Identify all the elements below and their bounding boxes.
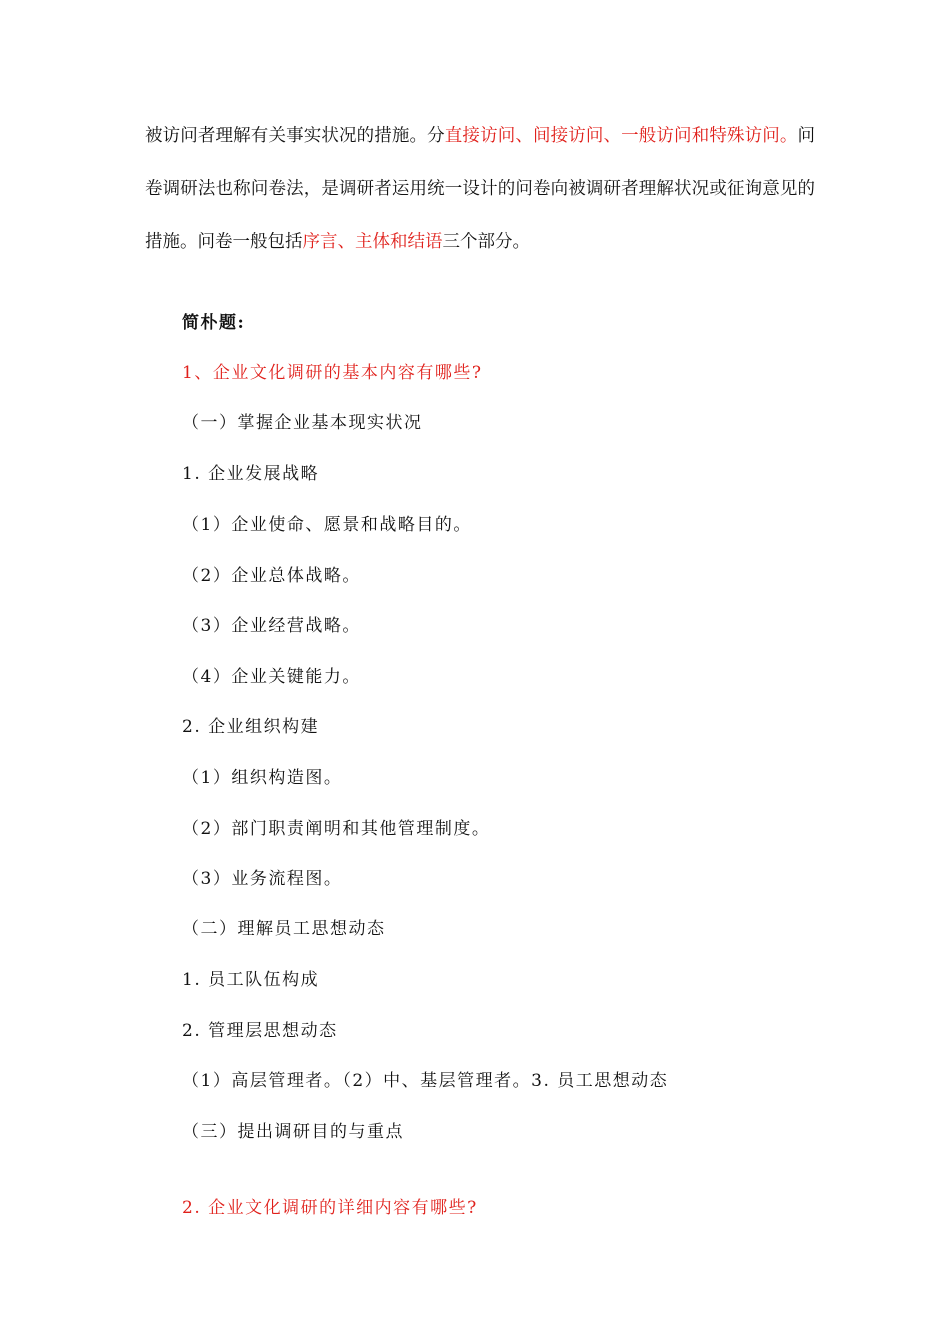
intro-paragraph bbox=[145, 110, 815, 269]
section-heading: 简朴题: bbox=[182, 313, 246, 333]
content-line: （一）掌握企业基本现实状况 bbox=[182, 413, 423, 433]
content-line: （1）企业使命、愿景和战略目的。 bbox=[182, 515, 472, 535]
content-line: 1. 企业发展战略 bbox=[182, 464, 320, 484]
content-line: 1. 员工队伍构成 bbox=[182, 970, 320, 990]
content-line: 2. 管理层思想动态 bbox=[182, 1021, 338, 1041]
paragraph-text-1: 被访问者理解有关事实状况的措施。分 bbox=[145, 126, 445, 146]
content-line: 2. 企业组织构建 bbox=[182, 717, 320, 737]
content-line: （3）业务流程图。 bbox=[182, 869, 343, 889]
content-line: （3）企业经营战略。 bbox=[182, 616, 361, 636]
content-line: （1）高层管理者。（2）中、基层管理者。3. 员工思想动态 bbox=[182, 1071, 669, 1091]
content-line: （三）提出调研目的与重点 bbox=[182, 1122, 404, 1142]
question-1: 1、企业文化调研的基本内容有哪些? bbox=[182, 363, 483, 383]
content-line: （二）理解员工思想动态 bbox=[182, 919, 386, 939]
question-2: 2. 企业文化调研的详细内容有哪些? bbox=[182, 1198, 478, 1218]
paragraph-text-3: 三个部分。 bbox=[442, 232, 530, 252]
paragraph-highlight-1: 直接访问、间接访问、一般访问和特殊访问。 bbox=[444, 126, 798, 146]
paragraph-highlight-2: 序言、主体和结语 bbox=[302, 232, 443, 252]
content-line: （1）组织构造图。 bbox=[182, 768, 343, 788]
paragraph-text-2: 问卷调研法也称问卷法，是调研者运用统一设计的问卷向被调研者理解状况或征询意见的措施。问卷一般包括 bbox=[145, 126, 815, 252]
content-line: （4）企业关键能力。 bbox=[182, 667, 361, 687]
content-line: （2）企业总体战略。 bbox=[182, 566, 361, 586]
content-line: （2）部门职责阐明和其他管理制度。 bbox=[182, 819, 491, 839]
